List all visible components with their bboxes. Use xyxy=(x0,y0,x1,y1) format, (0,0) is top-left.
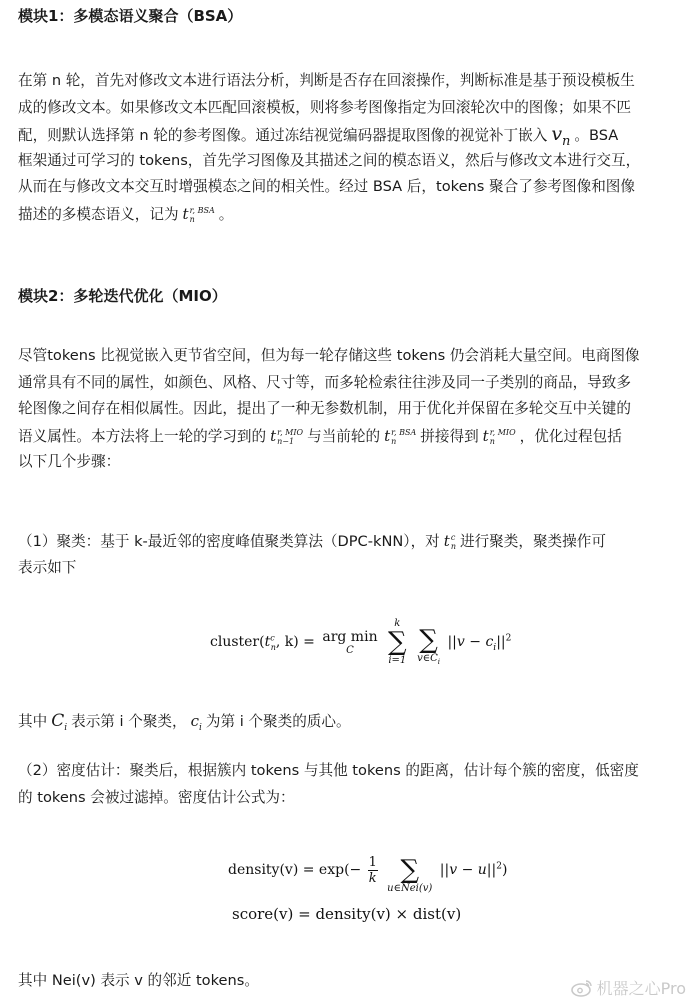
text-fragment: 配，则默认选择第 n 轮的参考图像。通过冻结视觉编码器提取图像的视觉补丁嵌入 xyxy=(18,127,548,144)
step2-paragraph xyxy=(18,758,690,811)
formula-text: ||v − c xyxy=(447,634,494,650)
text-fragment: 进行聚类，聚类操作可 xyxy=(459,533,606,550)
section2-paragraph xyxy=(18,343,690,476)
formula-text: ||v − u|| xyxy=(439,862,497,878)
text-fragment: 描述的多模态语义，记为 xyxy=(18,205,179,223)
text-fragment: （1）聚类：基于 k-最近邻的密度峰值聚类算法（DPC-kNN），对 xyxy=(18,533,440,550)
text-fragment: 拼接得到 xyxy=(420,427,479,445)
math-v-n: $v_n$ xyxy=(551,123,571,149)
math-t-c: t c n xyxy=(443,532,456,551)
text-line: 在第 n 轮，首先对修改文本进行语法分析，判断是否存在回滚操作，判断标准是基于预设模板生 xyxy=(18,72,635,89)
step1-paragraph xyxy=(18,528,690,581)
text-line: 轮图像之间存在相似属性。因此，提出了一种无参数机制，用于优化并保留在多轮交互中关键的 xyxy=(18,400,631,417)
text-fragment: 。 xyxy=(218,205,234,223)
section1-heading: 模块1：多模态语义聚合（BSA） xyxy=(18,7,243,25)
math-C-i: $C_i$ xyxy=(51,711,68,733)
cluster-formula: $cluster(t^c_n$, k) = arg min C k ∑ i=1 ∑ $v\in C_i$ $||v - c_i||^2$ xyxy=(210,618,512,666)
math-t-mio-prev: t r, MIO n−1 xyxy=(270,426,304,446)
formula-text: || xyxy=(496,634,506,650)
math-t-bsa: t r, BSA n xyxy=(384,426,417,446)
argmin-operator: arg min C xyxy=(322,628,378,656)
text-fragment: 语义属性。本方法将上一轮的学习到的 xyxy=(18,427,267,445)
sum-operator: ∑ $v\in C_i$ xyxy=(417,625,441,666)
watermark-text: 机器之心Pro xyxy=(596,979,686,998)
section2-heading: 模块2：多轮迭代优化（MIO） xyxy=(18,287,227,305)
sum-operator: k ∑ i=1 xyxy=(388,618,407,666)
math-c-i: $c_i$ xyxy=(190,712,202,733)
text-line: （2）密度估计：聚类后，根据簇内 tokens 与其他 tokens 的距离，估计每个簇的密度，低密度 xyxy=(18,762,639,779)
text-fragment: ，优化过程包括 xyxy=(519,427,622,445)
text-line: 通常具有不同的属性，如颜色、风格、尺寸等，而多轮检索往往涉及同一子类别的商品，导致多 xyxy=(18,373,631,391)
text-line: 其中 Nei(v) 表示 v 的邻近 tokens。 xyxy=(18,972,259,989)
text-line xyxy=(18,423,690,450)
text-fragment: 为第 i 个聚类的质心。 xyxy=(205,713,351,730)
text-line: 表示如下 xyxy=(18,558,77,576)
text-fragment: 表示第 i 个聚类， xyxy=(71,713,187,730)
text-line: 从而在与修改文本交互时增强模态之间的相关性。经过 BSA 后，tokens 聚合了参考图像和图像 xyxy=(18,178,635,195)
formula-text: , k) = xyxy=(275,634,315,650)
text-fragment: 其中 xyxy=(18,713,48,730)
text-line xyxy=(18,121,690,148)
math-t-mio: t r, MIO n xyxy=(482,426,516,446)
text-line: 的 tokens 会被过滤掉。密度估计公式为： xyxy=(18,788,295,806)
fraction: $\frac{1}{k}$ xyxy=(368,854,377,886)
formula-text: ) xyxy=(501,862,508,878)
score-formula: score(v) = density(v) × dist(v) xyxy=(232,905,462,923)
text-fragment: 与当前轮的 xyxy=(307,427,381,445)
density-formula: density(v) = exp(− $\frac{1}{k}$ ∑ u∈Nei(v) $||v - u||^2$) xyxy=(228,846,507,894)
text-line: 尽管tokens 比视觉嵌入更节省空间，但为每一轮存储这些 tokens 仍会消耗大量空间。电商图像 xyxy=(18,347,640,364)
text-line: 框架通过可学习的 tokens，首先学习图像及其描述之间的模态语义，然后与修改文本进行交互， xyxy=(18,151,641,169)
text-line xyxy=(18,201,690,228)
cluster-note xyxy=(18,708,690,735)
text-line xyxy=(18,528,690,555)
text-line: 以下几个步骤： xyxy=(18,453,121,470)
text-line: 成的修改文本。如果修改文本匹配回滚模板，则将参考图像指定为回滚轮次中的图像；如果不匹 xyxy=(18,98,631,116)
text-fragment: 。BSA xyxy=(574,127,619,144)
section1-paragraph xyxy=(18,68,690,227)
weibo-icon xyxy=(571,979,593,997)
text-line xyxy=(18,708,690,735)
watermark xyxy=(571,976,686,999)
sum-operator: ∑ u∈Nei(v) xyxy=(387,855,433,894)
formula-text: cluster( xyxy=(210,634,265,650)
math-t-bsa: t r, BSA n xyxy=(182,204,215,224)
formula-text: density(v) = exp(− xyxy=(228,862,362,878)
